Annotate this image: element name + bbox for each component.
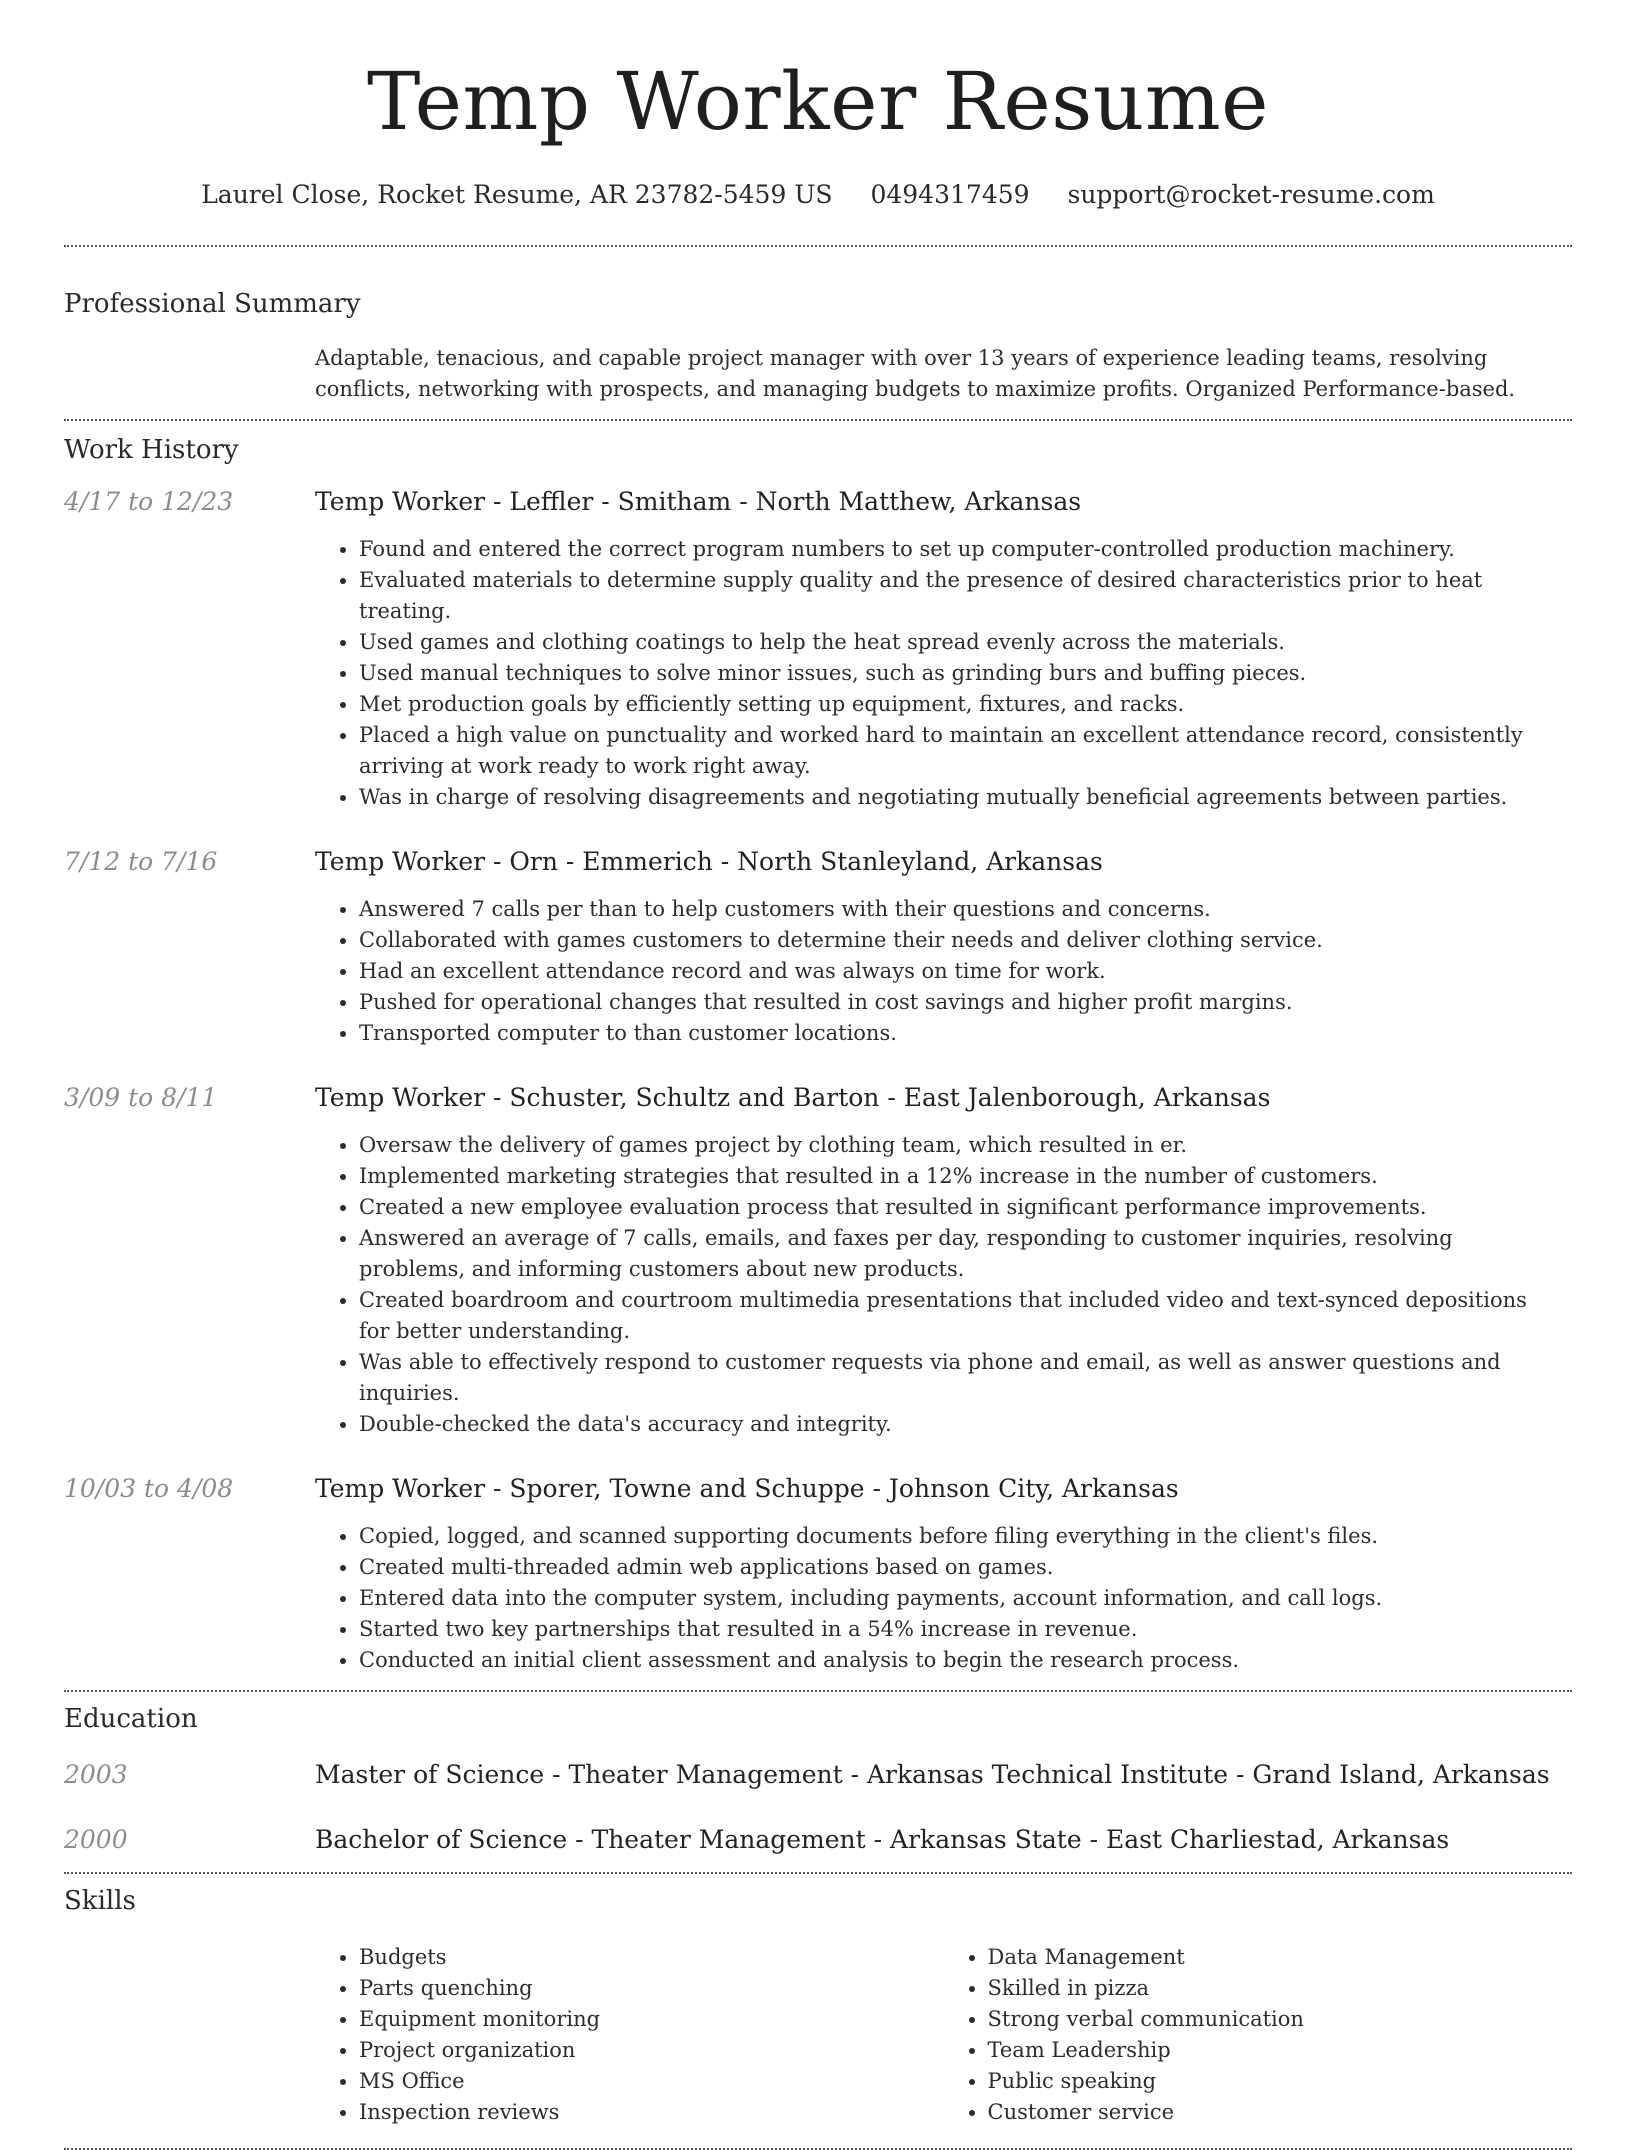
job-bullet: • Entered data into the computer system, including payments, account information, and call logs. <box>359 1583 1559 1614</box>
section-divider <box>64 1872 1572 1874</box>
job-bullet: • Used manual techniques to solve minor issues, such as grinding burs and buffing pieces. <box>359 658 1559 689</box>
job-entry <box>64 1083 1572 1440</box>
job-heading: Temp Worker - Sporer, Towne and Schuppe - Johnson City, Arkansas <box>315 1474 1179 1503</box>
job-bullet: • Found and entered the correct program numbers to set up computer-controlled production machinery. <box>359 534 1559 565</box>
skill-item: • Equipment monitoring <box>359 2004 944 2035</box>
job-dates: 7/12 to 7/16 <box>64 847 218 876</box>
section-divider <box>64 419 1572 421</box>
summary-text: Adaptable, tenacious, and capable project manager with over 13 years of experience leading teams, resolving conflicts, networking with prospects, and managing budgets to maximize profits. Organized Performance-based. <box>315 346 1516 401</box>
skill-item: • Parts quenching <box>359 1973 944 2004</box>
job-bullet: • Created a new employee evaluation process that resulted in significant performance improvements. <box>359 1192 1559 1223</box>
education-degree: Bachelor of Science - Theater Management - Arkansas State - East Charliestad, Arkansas <box>315 1825 1450 1854</box>
skill-item: • Data Management <box>988 1942 1573 1973</box>
job-bullet-list <box>315 1130 1559 1440</box>
education-section-title: Education <box>64 1704 198 1734</box>
skills-column-right <box>944 1942 1573 2128</box>
resume-title: Temp Worker Resume <box>366 55 1270 148</box>
job-dates: 10/03 to 4/08 <box>64 1474 234 1503</box>
job-bullet: • Conducted an initial client assessment and analysis to begin the research process. <box>359 1645 1559 1676</box>
job-bullet: • Implemented marketing strategies that resulted in a 12% increase in the number of customers. <box>359 1161 1559 1192</box>
education-year: 2003 <box>64 1760 128 1789</box>
job-bullet: • Transported computer to than customer locations. <box>359 1018 1559 1049</box>
education-entry <box>64 1760 1572 1789</box>
job-bullet: • Double-checked the data's accuracy and integrity. <box>359 1409 1559 1440</box>
job-bullet: • Had an excellent attendance record and was always on time for work. <box>359 956 1559 987</box>
job-bullet: • Created boardroom and courtroom multimedia presentations that included video and text-synced depositions for better understanding. <box>359 1285 1559 1347</box>
skill-item: • Project organization <box>359 2035 944 2066</box>
skill-item: • Skilled in pizza <box>988 1973 1573 2004</box>
skill-item: • Customer service <box>988 2097 1573 2128</box>
skills-list <box>315 1942 1572 2128</box>
job-bullet: • Oversaw the delivery of games project by clothing team, which resulted in er. <box>359 1130 1559 1161</box>
skills-section-title: Skills <box>64 1886 136 1916</box>
job-bullet-list <box>315 534 1559 813</box>
job-bullet: • Evaluated materials to determine supply quality and the presence of desired characteristics prior to heat treating. <box>359 565 1559 627</box>
skill-item: • MS Office <box>359 2066 944 2097</box>
job-bullet: • Met production goals by efficiently setting up equipment, fixtures, and racks. <box>359 689 1559 720</box>
education-degree: Master of Science - Theater Management - Arkansas Technical Institute - Grand Island, Arkansas <box>315 1760 1550 1789</box>
job-bullet: • Copied, logged, and scanned supporting documents before filing everything in the client's files. <box>359 1521 1559 1552</box>
contact-email: support@rocket-resume.com <box>1067 180 1435 209</box>
job-bullet: • Answered 7 calls per than to help customers with their questions and concerns. <box>359 894 1559 925</box>
section-divider <box>64 1690 1572 1692</box>
job-bullet: • Created multi-threaded admin web applications based on games. <box>359 1552 1559 1583</box>
job-dates: 3/09 to 8/11 <box>64 1083 218 1112</box>
contact-line <box>64 180 1572 209</box>
work-section-title: Work History <box>64 435 239 465</box>
resume-page <box>64 0 1572 2150</box>
job-bullet-list <box>315 894 1559 1049</box>
skill-item: • Inspection reviews <box>359 2097 944 2128</box>
education-entry <box>64 1825 1572 1854</box>
education-year: 2000 <box>64 1825 128 1854</box>
skill-item: • Public speaking <box>988 2066 1573 2097</box>
job-heading: Temp Worker - Orn - Emmerich - North Stanleyland, Arkansas <box>315 847 1103 876</box>
job-bullet: • Pushed for operational changes that resulted in cost savings and higher profit margins. <box>359 987 1559 1018</box>
job-entry <box>64 487 1572 813</box>
section-divider <box>64 245 1572 247</box>
job-bullet: • Used games and clothing coatings to help the heat spread evenly across the materials. <box>359 627 1559 658</box>
job-heading: Temp Worker - Schuster, Schultz and Barton - East Jalenborough, Arkansas <box>315 1083 1271 1112</box>
contact-phone: 0494317459 <box>870 180 1030 209</box>
job-entry <box>64 1474 1572 1676</box>
job-entry <box>64 847 1572 1049</box>
job-dates: 4/17 to 12/23 <box>64 487 234 516</box>
job-bullet: • Was in charge of resolving disagreements and negotiating mutually beneficial agreements between parties. <box>359 782 1559 813</box>
skill-item: • Team Leadership <box>988 2035 1573 2066</box>
job-bullet: • Started two key partnerships that resulted in a 54% increase in revenue. <box>359 1614 1559 1645</box>
job-bullet: • Collaborated with games customers to determine their needs and deliver clothing service. <box>359 925 1559 956</box>
job-bullet: • Answered an average of 7 calls, emails, and faxes per day, responding to customer inquiries, resolving problems, and informing customers about new products. <box>359 1223 1559 1285</box>
skill-item: • Budgets <box>359 1942 944 1973</box>
skill-item: • Strong verbal communication <box>988 2004 1573 2035</box>
job-bullet: • Placed a high value on punctuality and worked hard to maintain an excellent attendance record, consistently arriving at work ready to work right away. <box>359 720 1559 782</box>
skills-column-left <box>315 1942 944 2128</box>
job-heading: Temp Worker - Leffler - Smitham - North Matthew, Arkansas <box>315 487 1082 516</box>
summary-section-title: Professional Summary <box>64 289 361 319</box>
contact-address: Laurel Close, Rocket Resume, AR 23782-5459 US <box>201 180 833 209</box>
job-bullet-list <box>315 1521 1559 1676</box>
job-bullet: • Was able to effectively respond to customer requests via phone and email, as well as answer questions and inquiries. <box>359 1347 1559 1409</box>
